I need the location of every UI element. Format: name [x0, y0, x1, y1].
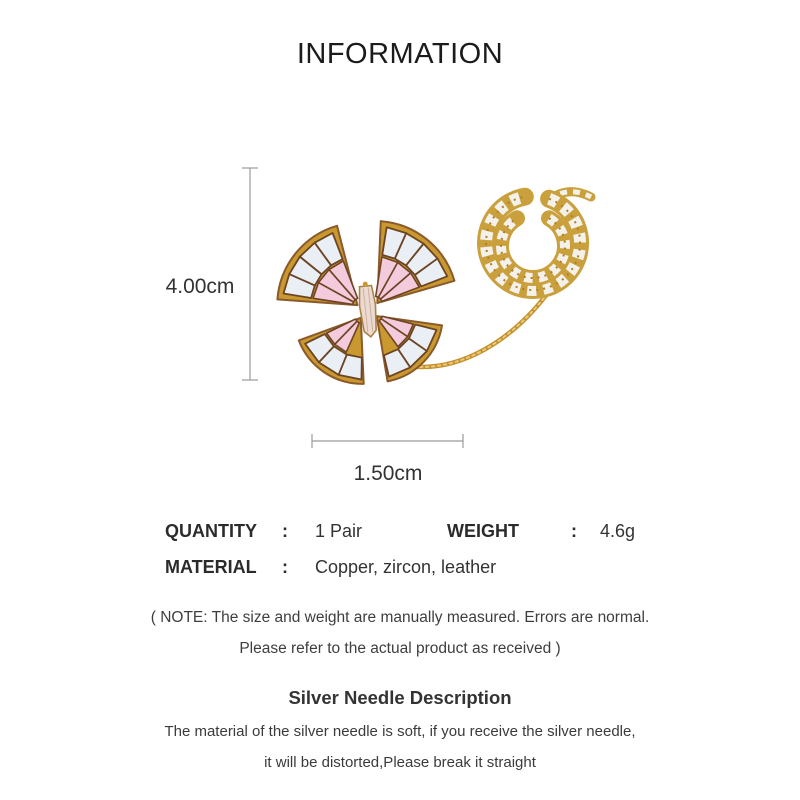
spec-colon: :: [571, 521, 577, 541]
needle-line-1: The material of the silver needle is soft, if you receive the silver needle,: [164, 723, 636, 740]
page-title: INFORMATION: [296, 38, 504, 70]
vertical-measure-line: [242, 168, 258, 380]
needle-description-text: [0, 716, 800, 778]
spec-label-material: MATERIAL: [165, 557, 257, 577]
spec-label-quantity: QUANTITY: [165, 521, 257, 541]
vertical-dimension-label: 4.00cm: [165, 275, 235, 298]
measurement-note: [0, 602, 800, 664]
spec-value-weight: 4.6g: [600, 521, 636, 541]
needle-description-heading: Silver Needle Description: [288, 687, 512, 708]
note-line-1: ( NOTE: The size and weight are manually measured. Errors are normal.: [150, 609, 650, 626]
horizontal-measure-line: [312, 434, 463, 448]
spec-value-material: Copper, zircon, leather: [315, 557, 497, 577]
horizontal-dimension-label: 1.50cm: [353, 462, 423, 485]
note-line-2: Please refer to the actual product as received ): [239, 640, 561, 657]
needle-line-2: it will be distorted,Please break it straight: [264, 754, 536, 771]
spec-colon: :: [282, 557, 288, 577]
spec-colon: :: [282, 521, 288, 541]
spec-value-quantity: 1 Pair: [315, 521, 363, 541]
spec-label-weight: WEIGHT: [447, 521, 519, 541]
ear-cuff: [486, 192, 591, 290]
